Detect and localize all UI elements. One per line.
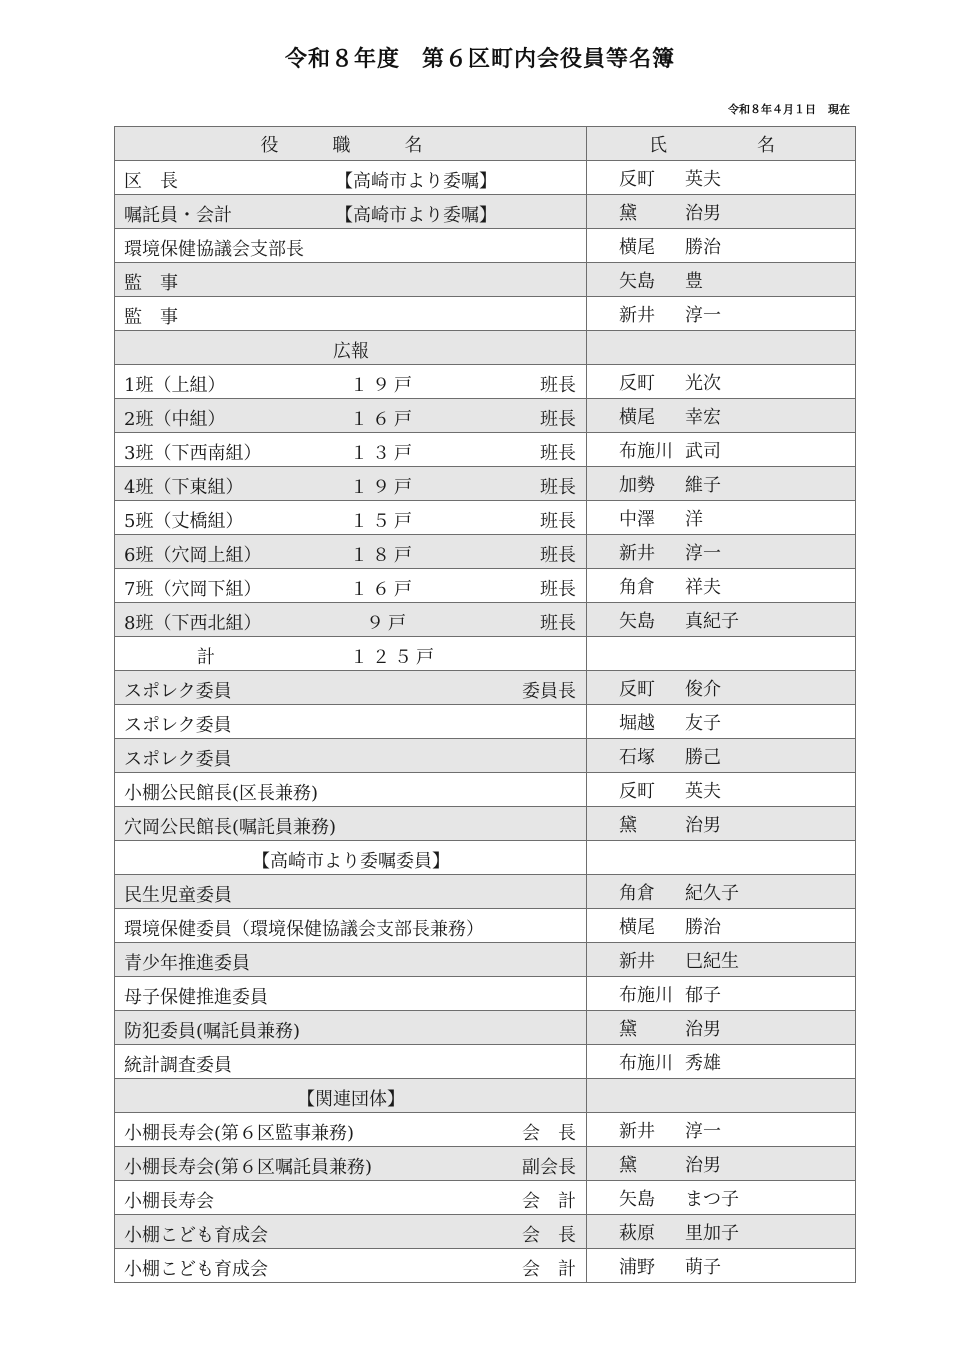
name-cell [587, 671, 856, 705]
role-cell [115, 841, 587, 875]
table-row [115, 297, 856, 331]
role-title: 統計調査委員 [124, 1055, 232, 1076]
section-label: 【関連団体】 [297, 1089, 405, 1110]
role-title: 監 事 [124, 307, 178, 328]
section-row [115, 331, 856, 365]
table-row [115, 535, 856, 569]
appointment-note: 【高崎市より委嘱】 [335, 205, 497, 226]
name-cell [587, 229, 856, 263]
surname: 角倉 [619, 882, 655, 904]
role-title: 穴岡公民館長(嘱託員兼務) [124, 817, 337, 838]
name-cell [587, 501, 856, 535]
role-title: 小棚こども育成会 [124, 1225, 268, 1246]
position-title: 委員長 [522, 681, 576, 702]
role-title: 青少年推進委員 [124, 953, 250, 974]
name-cell [587, 1113, 856, 1147]
surname: 黛 [619, 1018, 637, 1040]
table-row [115, 433, 856, 467]
table-row [115, 1011, 856, 1045]
table-row [115, 1215, 856, 1249]
role-title: 小棚公民館長(区長兼務) [124, 783, 319, 804]
surname: 堀越 [619, 712, 655, 734]
given-name: 里加子 [685, 1222, 739, 1244]
table-row [115, 875, 856, 909]
role-title: 嘱託員・会計 [124, 205, 232, 226]
role-cell [115, 229, 587, 263]
surname: 反町 [619, 168, 655, 190]
role-title: 環境保健委員（環境保健協議会支部長兼務） [124, 919, 484, 940]
given-name: 淳一 [685, 1120, 721, 1142]
given-name: 幸宏 [685, 406, 721, 428]
surname: 新井 [619, 1120, 655, 1142]
section-label: 広報 [333, 341, 369, 362]
name-cell [587, 399, 856, 433]
household-count: １９戸 [350, 477, 416, 498]
table-row [115, 705, 856, 739]
given-name: 祥夫 [685, 576, 721, 598]
role-cell [115, 943, 587, 977]
name-cell [587, 773, 856, 807]
column-header-role: 役 職 名 [115, 127, 587, 161]
role-cell [115, 365, 587, 399]
role-cell [115, 1249, 587, 1283]
role-cell [115, 637, 587, 671]
name-cell [587, 603, 856, 637]
role-cell [115, 1045, 587, 1079]
household-count: １６戸 [350, 579, 416, 600]
role-title: 小棚長寿会(第６区嘱託員兼務) [124, 1157, 373, 1178]
given-name: 武司 [685, 440, 721, 462]
position-title: 班長 [540, 375, 576, 396]
given-name: 治男 [685, 202, 721, 224]
role-cell [115, 399, 587, 433]
name-cell [587, 569, 856, 603]
name-cell [587, 1249, 856, 1283]
given-name: 友子 [685, 712, 721, 734]
role-title: 2班（中組） [124, 409, 226, 430]
position-title: 会 計 [522, 1259, 576, 1280]
role-title: スポレク委員 [124, 681, 232, 702]
surname: 黛 [619, 202, 637, 224]
role-cell [115, 671, 587, 705]
role-title: 環境保健協議会支部長 [124, 239, 304, 260]
household-count: １６戸 [350, 409, 416, 430]
table-row [115, 365, 856, 399]
table-row [115, 1181, 856, 1215]
position-title: 班長 [540, 443, 576, 464]
total-row [115, 637, 856, 671]
surname: 横尾 [619, 916, 655, 938]
column-header-name: 氏 名 [587, 127, 856, 161]
table-row [115, 1147, 856, 1181]
given-name: 洋 [685, 508, 703, 530]
table-body [115, 161, 856, 1283]
table-header-row [115, 127, 856, 161]
table-row [115, 943, 856, 977]
name-cell [587, 433, 856, 467]
table-row [115, 977, 856, 1011]
household-count: １８戸 [350, 545, 416, 566]
role-cell [115, 161, 587, 195]
name-cell [587, 331, 856, 365]
name-cell [587, 1045, 856, 1079]
position-title: 会 長 [522, 1225, 576, 1246]
name-cell [587, 195, 856, 229]
role-title: 民生児童委員 [124, 885, 232, 906]
role-cell [115, 909, 587, 943]
given-name: 治男 [685, 1154, 721, 1176]
name-cell [587, 263, 856, 297]
role-cell [115, 705, 587, 739]
name-cell [587, 1181, 856, 1215]
given-name: 勝己 [685, 746, 721, 768]
table-row [115, 501, 856, 535]
section-label: 【高崎市より委嘱委員】 [252, 851, 450, 872]
as-of-date [728, 101, 850, 117]
table-row [115, 671, 856, 705]
as-of-date-value: 令和８年４月１日 [728, 103, 816, 116]
given-name: 豊 [685, 270, 703, 292]
role-title: 監 事 [124, 273, 178, 294]
surname: 浦野 [619, 1256, 655, 1278]
name-cell [587, 1079, 856, 1113]
position-title: 副会長 [522, 1157, 576, 1178]
surname: 横尾 [619, 406, 655, 428]
role-title: 小棚長寿会(第６区監事兼務) [124, 1123, 355, 1144]
table-row [115, 569, 856, 603]
name-cell [587, 297, 856, 331]
table-row [115, 739, 856, 773]
surname: 石塚 [619, 746, 655, 768]
name-cell [587, 875, 856, 909]
role-cell [115, 1113, 587, 1147]
name-cell [587, 739, 856, 773]
title-year: 令和８年度 [284, 46, 400, 72]
role-cell [115, 1011, 587, 1045]
name-cell [587, 909, 856, 943]
section-row [115, 841, 856, 875]
role-cell [115, 1215, 587, 1249]
surname: 黛 [619, 814, 637, 836]
role-cell [115, 331, 587, 365]
table-row [115, 807, 856, 841]
role-title: 8班（下西北組） [124, 613, 262, 634]
given-name: 俊介 [685, 678, 721, 700]
role-cell [115, 297, 587, 331]
table-row [115, 1113, 856, 1147]
table-row [115, 263, 856, 297]
role-title: 3班（下西南組） [124, 443, 262, 464]
position-title: 班長 [540, 477, 576, 498]
title-main: 第６区町内会役員等名簿 [422, 46, 676, 72]
household-count: １５戸 [350, 511, 416, 532]
table-row [115, 161, 856, 195]
role-title: 防犯委員(嘱託員兼務) [124, 1021, 301, 1042]
given-name: 光次 [685, 372, 721, 394]
table-row [115, 195, 856, 229]
name-cell [587, 1215, 856, 1249]
given-name: 英夫 [685, 168, 721, 190]
name-cell [587, 467, 856, 501]
as-of-label: 現在 [828, 103, 850, 116]
name-cell [587, 807, 856, 841]
role-cell [115, 875, 587, 909]
role-cell [115, 739, 587, 773]
given-name: 巳紀生 [685, 950, 739, 972]
household-count: １２５戸 [350, 647, 438, 668]
given-name: 秀雄 [685, 1052, 721, 1074]
role-title: 5班（丈橋組） [124, 511, 244, 532]
position-title: 班長 [540, 409, 576, 430]
surname: 萩原 [619, 1222, 655, 1244]
name-cell [587, 943, 856, 977]
role-title: スポレク委員 [124, 715, 232, 736]
surname: 矢島 [619, 1188, 655, 1210]
surname: 新井 [619, 950, 655, 972]
name-cell [587, 705, 856, 739]
surname: 新井 [619, 304, 655, 326]
page-title [0, 42, 960, 73]
role-title: 1班（上組） [124, 375, 226, 396]
surname: 反町 [619, 678, 655, 700]
name-cell [587, 535, 856, 569]
position-title: 班長 [540, 579, 576, 600]
role-cell [115, 195, 587, 229]
name-cell [587, 1147, 856, 1181]
role-cell [115, 807, 587, 841]
surname: 横尾 [619, 236, 655, 258]
position-title: 班長 [540, 545, 576, 566]
given-name: まつ子 [685, 1188, 739, 1210]
given-name: 萌子 [685, 1256, 721, 1278]
table-row [115, 1045, 856, 1079]
role-cell [115, 1181, 587, 1215]
surname: 新井 [619, 542, 655, 564]
household-count: ９戸 [366, 613, 410, 634]
given-name: 真紀子 [685, 610, 739, 632]
role-cell [115, 467, 587, 501]
surname: 中澤 [619, 508, 655, 530]
appointment-note: 【高崎市より委嘱】 [335, 171, 497, 192]
surname: 反町 [619, 372, 655, 394]
name-cell [587, 1011, 856, 1045]
role-cell [115, 501, 587, 535]
given-name: 勝治 [685, 236, 721, 258]
role-cell [115, 263, 587, 297]
role-cell [115, 1079, 587, 1113]
surname: 布施川 [619, 1052, 673, 1074]
given-name: 勝治 [685, 916, 721, 938]
surname: 黛 [619, 1154, 637, 1176]
name-cell [587, 977, 856, 1011]
role-cell [115, 433, 587, 467]
role-title: スポレク委員 [124, 749, 232, 770]
table-row [115, 399, 856, 433]
given-name: 維子 [685, 474, 721, 496]
surname: 布施川 [619, 984, 673, 1006]
role-title: 4班（下東組） [124, 477, 244, 498]
name-cell [587, 365, 856, 399]
total-label: 計 [197, 647, 215, 668]
role-cell [115, 1147, 587, 1181]
surname: 矢島 [619, 610, 655, 632]
role-cell [115, 569, 587, 603]
table-row [115, 229, 856, 263]
surname: 矢島 [619, 270, 655, 292]
given-name: 郁子 [685, 984, 721, 1006]
surname: 反町 [619, 780, 655, 802]
household-count: １３戸 [350, 443, 416, 464]
role-title: 区 長 [124, 171, 178, 192]
given-name: 治男 [685, 1018, 721, 1040]
given-name: 英夫 [685, 780, 721, 802]
given-name: 淳一 [685, 542, 721, 564]
role-title: 6班（穴岡上組） [124, 545, 262, 566]
role-title: 小棚長寿会 [124, 1191, 214, 1212]
surname: 加勢 [619, 474, 655, 496]
role-title: 7班（穴岡下組） [124, 579, 262, 600]
name-cell [587, 841, 856, 875]
section-row [115, 1079, 856, 1113]
position-title: 班長 [540, 613, 576, 634]
surname: 布施川 [619, 440, 673, 462]
name-cell [587, 161, 856, 195]
given-name: 紀久子 [685, 882, 739, 904]
table-row [115, 909, 856, 943]
role-cell [115, 977, 587, 1011]
table-row [115, 467, 856, 501]
role-title: 小棚こども育成会 [124, 1259, 268, 1280]
role-cell [115, 535, 587, 569]
position-title: 班長 [540, 511, 576, 532]
role-cell [115, 773, 587, 807]
given-name: 治男 [685, 814, 721, 836]
table-row [115, 773, 856, 807]
surname: 角倉 [619, 576, 655, 598]
household-count: １９戸 [350, 375, 416, 396]
position-title: 会 計 [522, 1191, 576, 1212]
role-title: 母子保健推進委員 [124, 987, 268, 1008]
name-cell [587, 637, 856, 671]
given-name: 淳一 [685, 304, 721, 326]
role-cell [115, 603, 587, 637]
table-row [115, 603, 856, 637]
officer-roster-table [114, 126, 856, 1283]
position-title: 会 長 [522, 1123, 576, 1144]
table-row [115, 1249, 856, 1283]
